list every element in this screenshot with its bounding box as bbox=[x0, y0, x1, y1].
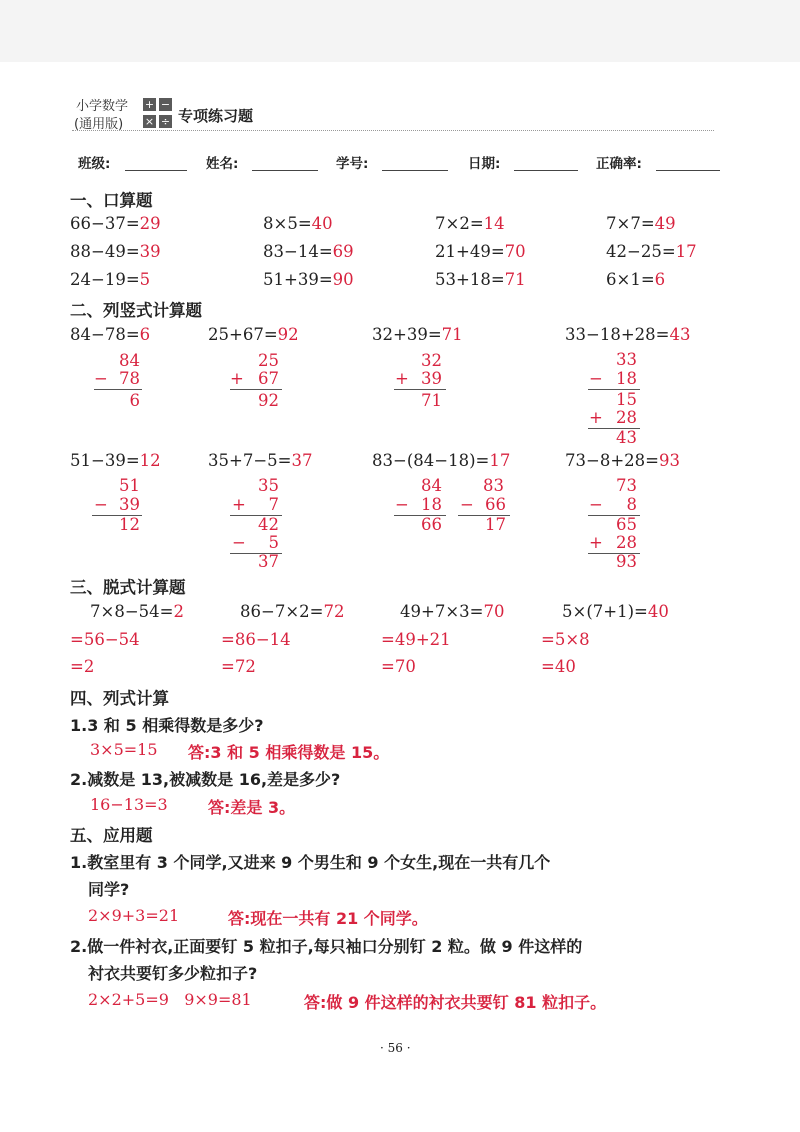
oral-item: 24−19=5 bbox=[70, 270, 151, 289]
vertical-equation: 25+67=92 bbox=[208, 325, 299, 344]
section-expression-title: 四、列式计算 bbox=[70, 689, 169, 708]
stepwise-step: =40 bbox=[541, 657, 576, 676]
vertical-digit: 28 bbox=[616, 408, 637, 427]
vertical-digit: 78 bbox=[119, 369, 140, 388]
oral-item: 7×2=14 bbox=[435, 214, 505, 233]
name-label: 姓名: bbox=[206, 156, 239, 172]
section-oral-title: 一、口算题 bbox=[70, 191, 153, 210]
vertical-operator: + bbox=[230, 369, 244, 388]
vertical-digit: 84 bbox=[119, 351, 140, 370]
section-stepwise-title: 三、脱式计算题 bbox=[70, 578, 186, 597]
oral-item: 8×5=40 bbox=[263, 214, 333, 233]
section-vertical-title: 二、列竖式计算题 bbox=[70, 301, 202, 320]
expression-answer: 答:差是 3。 bbox=[208, 798, 296, 817]
oral-item: 51+39=90 bbox=[263, 270, 354, 289]
vertical-operator: − bbox=[460, 495, 474, 514]
edition-label: (通用版) bbox=[74, 117, 124, 132]
vertical-digit: 12 bbox=[119, 515, 140, 534]
plus-icon: + bbox=[144, 98, 155, 111]
vertical-digit: 39 bbox=[119, 495, 140, 514]
vertical-digit: 73 bbox=[616, 476, 637, 495]
vertical-digit: 39 bbox=[421, 369, 442, 388]
vertical-operator: + bbox=[232, 495, 246, 514]
minus-icon: − bbox=[160, 98, 171, 111]
vertical-operator: − bbox=[395, 495, 409, 514]
vertical-digit: 8 bbox=[626, 495, 637, 514]
vertical-digit: 15 bbox=[616, 390, 637, 409]
name-field[interactable] bbox=[252, 170, 318, 171]
application-answer: 答:做 9 件这样的衬衣共要钉 81 粒扣子。 bbox=[304, 993, 607, 1012]
vertical-digit: 18 bbox=[421, 495, 442, 514]
stepwise-step: =56−54 bbox=[70, 630, 140, 649]
vertical-operator: − bbox=[94, 369, 108, 388]
vertical-equation: 51−39=12 bbox=[70, 451, 161, 470]
expression-question: 1.3 和 5 相乘得数是多少? bbox=[70, 716, 264, 735]
date-label: 日期: bbox=[468, 156, 501, 172]
oral-item: 88−49=39 bbox=[70, 242, 161, 261]
vertical-digit: 7 bbox=[268, 495, 279, 514]
expression-calc: 16−13=3 bbox=[90, 795, 168, 814]
accuracy-field[interactable] bbox=[656, 170, 720, 171]
vertical-equation: 32+39=71 bbox=[372, 325, 463, 344]
application-answer: 答:现在一共有 21 个同学。 bbox=[228, 909, 428, 928]
vertical-rule bbox=[394, 389, 446, 390]
stepwise-step: =86−14 bbox=[221, 630, 291, 649]
stepwise-step: =5×8 bbox=[541, 630, 590, 649]
vertical-digit: 17 bbox=[485, 515, 506, 534]
vertical-digit: 35 bbox=[258, 476, 279, 495]
application-calc: 2×9+3=21 bbox=[88, 906, 180, 925]
vertical-digit: 67 bbox=[258, 369, 279, 388]
vertical-digit: 83 bbox=[483, 476, 504, 495]
application-question: 1.教室里有 3 个同学,又进来 9 个男生和 9 个女生,现在一共有几个 bbox=[70, 853, 551, 872]
vertical-equation: 35+7−5=37 bbox=[208, 451, 313, 470]
oral-item: 21+49=70 bbox=[435, 242, 526, 261]
application-question: 2.做一件衬衣,正面要钉 5 粒扣子,每只袖口分别钉 2 粒。做 9 件这样的 bbox=[70, 937, 583, 956]
stepwise-equation: 49+7×3=70 bbox=[400, 602, 505, 621]
vertical-equation: 83−(84−18)=17 bbox=[372, 451, 511, 470]
subject-label: 小学数学 bbox=[76, 99, 129, 114]
vertical-digit: 37 bbox=[258, 552, 279, 571]
vertical-rule bbox=[230, 389, 282, 390]
vertical-digit: 25 bbox=[258, 351, 279, 370]
page-title: 专项练习题 bbox=[178, 107, 254, 125]
operator-icons bbox=[143, 98, 173, 132]
vertical-digit: 5 bbox=[268, 533, 279, 552]
oral-item: 53+18=71 bbox=[435, 270, 526, 289]
vertical-operator: + bbox=[589, 533, 603, 552]
vertical-digit: 71 bbox=[421, 391, 442, 410]
vertical-digit: 66 bbox=[485, 495, 506, 514]
student-id-field[interactable] bbox=[382, 170, 448, 171]
stepwise-step: =72 bbox=[221, 657, 256, 676]
class-label: 班级: bbox=[78, 156, 111, 172]
header-divider bbox=[72, 130, 714, 131]
application-calc: 2×2+5=9 9×9=81 bbox=[88, 990, 252, 1009]
stepwise-step: =2 bbox=[70, 657, 95, 676]
vertical-digit: 65 bbox=[616, 515, 637, 534]
vertical-digit: 92 bbox=[258, 391, 279, 410]
vertical-digit: 43 bbox=[616, 428, 637, 447]
vertical-digit: 51 bbox=[119, 476, 140, 495]
vertical-operator: + bbox=[395, 369, 409, 388]
class-field[interactable] bbox=[125, 170, 187, 171]
page-number: · 56 · bbox=[380, 1041, 411, 1055]
date-field[interactable] bbox=[514, 170, 578, 171]
vertical-operator: − bbox=[232, 533, 246, 552]
vertical-digit: 33 bbox=[616, 350, 637, 369]
expression-question: 2.减数是 13,被减数是 16,差是多少? bbox=[70, 770, 341, 789]
application-question-cont: 衬衣共要钉多少粒扣子? bbox=[88, 964, 258, 983]
student-id-label: 学号: bbox=[336, 156, 369, 172]
times-icon: × bbox=[144, 115, 155, 128]
vertical-operator: − bbox=[589, 495, 603, 514]
stepwise-equation: 7×8−54=2 bbox=[90, 602, 184, 621]
oral-item: 6×1=6 bbox=[606, 270, 666, 289]
stepwise-equation: 5×(7+1)=40 bbox=[562, 602, 669, 621]
expression-answer: 答:3 和 5 相乘得数是 15。 bbox=[188, 743, 390, 762]
vertical-rule bbox=[94, 389, 142, 390]
oral-item: 7×7=49 bbox=[606, 214, 676, 233]
vertical-digit: 93 bbox=[616, 552, 637, 571]
stepwise-step: =49+21 bbox=[381, 630, 451, 649]
vertical-operator: − bbox=[589, 369, 603, 388]
vertical-equation: 84−78=6 bbox=[70, 325, 151, 344]
vertical-operator: + bbox=[589, 408, 603, 427]
oral-item: 42−25=17 bbox=[606, 242, 697, 261]
vertical-digit: 84 bbox=[421, 476, 442, 495]
stepwise-step: =70 bbox=[381, 657, 416, 676]
section-application-title: 五、应用题 bbox=[70, 826, 153, 845]
application-question-cont: 同学? bbox=[88, 880, 130, 899]
vertical-digit: 6 bbox=[129, 391, 140, 410]
vertical-equation: 33−18+28=43 bbox=[565, 325, 691, 344]
oral-item: 83−14=69 bbox=[263, 242, 354, 261]
vertical-digit: 32 bbox=[421, 351, 442, 370]
oral-item: 66−37=29 bbox=[70, 214, 161, 233]
divide-icon: ÷ bbox=[160, 115, 171, 128]
vertical-digit: 42 bbox=[258, 515, 279, 534]
accuracy-label: 正确率: bbox=[596, 156, 642, 172]
vertical-digit: 18 bbox=[616, 369, 637, 388]
vertical-operator: − bbox=[94, 495, 108, 514]
vertical-digit: 66 bbox=[421, 515, 442, 534]
vertical-equation: 73−8+28=93 bbox=[565, 451, 680, 470]
vertical-digit: 28 bbox=[616, 533, 637, 552]
top-band bbox=[0, 0, 800, 62]
stepwise-equation: 86−7×2=72 bbox=[240, 602, 345, 621]
expression-calc: 3×5=15 bbox=[90, 740, 158, 759]
